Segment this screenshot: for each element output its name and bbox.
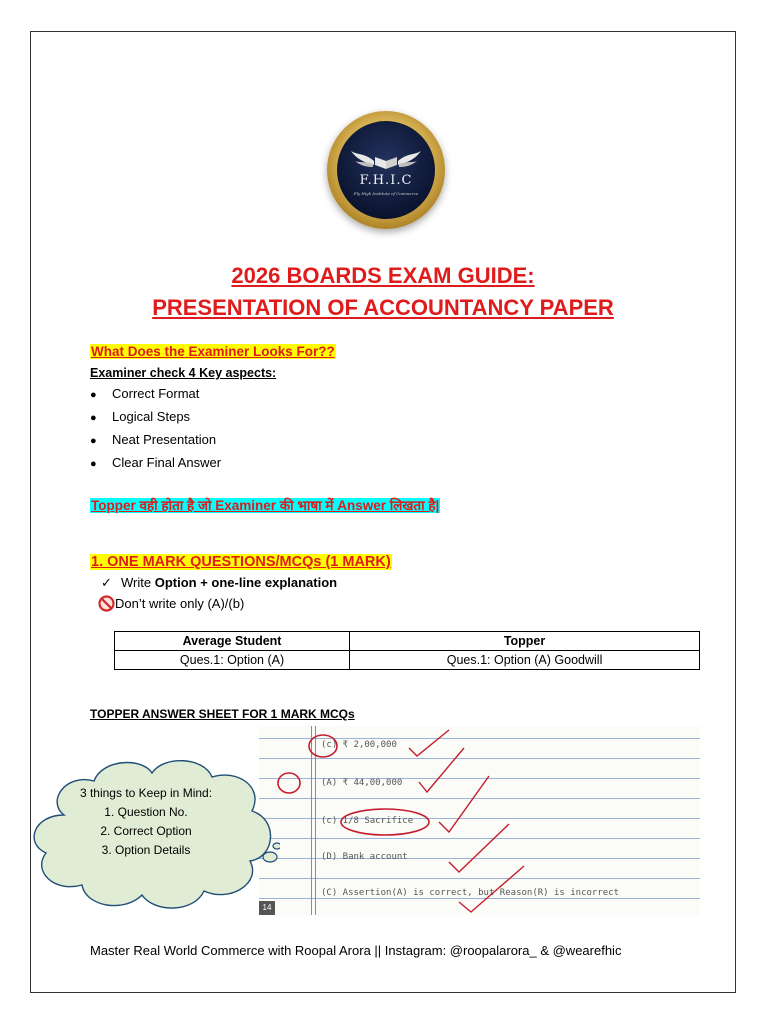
handwritten-line: (D) Bank account [321,852,408,862]
cloud-text [58,784,234,860]
sheet-page-number: 14 [259,901,275,915]
aspect-label: Clear Final Answer [112,455,222,470]
table-header-row [115,632,700,651]
topper-line-text: Topper वही होता है जो Examiner की भाषा में Answer लिखता है| [91,498,440,513]
do-instruction [101,575,337,591]
section-1-heading-text: 1. ONE MARK QUESTIONS/MCQs (1 MARK) [91,554,391,570]
fhic-logo [327,111,445,229]
logo-name: F.H.I.C [359,173,413,188]
do-prefix: Write [121,575,155,590]
list-item [90,382,221,405]
table-row [115,651,700,670]
examiner-subheading: Examiner check 4 Key aspects: [90,366,277,380]
bullet-icon: ● [90,412,97,424]
examiner-heading [90,344,336,359]
handwritten-line: (C) Assertion(A) is correct, but Reason(R) is incorrect [321,888,620,898]
list-item [90,405,221,428]
handwritten-line: (c) 1/8 Sacrifice [321,816,414,826]
cloud-item: 1. Question No. [104,805,188,819]
examiner-heading-text: What Does the Examiner Looks For?? [91,344,335,359]
bullet-icon: ● [90,435,97,447]
tick-marks-icon [259,726,700,915]
examiner-aspects-list [90,382,221,474]
page-title-line-2: PRESENTATION OF ACCOUNTANCY PAPER [152,295,614,320]
logo-tagline: Fly High Institute of Commerce [353,191,419,196]
bullet-icon: ● [90,458,97,470]
table-cell: Ques.1: Option (A) [115,651,350,670]
handwritten-line: (c) ₹ 2,00,000 [321,740,397,750]
footer-text: Master Real World Commerce with Roopal Arora || Instagram: @roopalarora_ & @wearefhic [90,943,622,958]
cloud-item: 3. Option Details [101,843,191,857]
do-bold: Option + one-line explanation [154,575,338,590]
column-header: Topper [350,632,700,651]
aspect-label: Neat Presentation [112,432,217,447]
checkmark-icon: ✓ [101,575,112,590]
table-cell: Ques.1: Option (A) Goodwill [350,651,700,670]
handwritten-line: (A) ₹ 44,00,000 [321,778,403,788]
cloud-item: 2. Correct Option [100,824,192,838]
page-title-line-1: 2026 BOARDS EXAM GUIDE: [231,263,535,288]
column-header: Average Student [115,632,350,651]
section-1-heading [90,554,392,570]
list-item [90,428,221,451]
tips-cloud [24,753,280,911]
dont-instruction [98,595,244,612]
topper-line [90,496,440,514]
cloud-title: 3 things to Keep in Mind: [79,786,213,800]
prohibited-icon [98,595,115,612]
comparison-table [114,631,700,670]
bullet-icon: ● [90,389,97,401]
dont-text: Don’t write only (A)/(b) [115,596,245,611]
aspect-label: Logical Steps [112,409,191,424]
answer-sheet-image [259,726,700,915]
aspect-label: Correct Format [112,386,200,401]
answer-sheet-heading: TOPPER ANSWER SHEET FOR 1 MARK MCQs [90,707,355,721]
list-item [90,451,221,474]
